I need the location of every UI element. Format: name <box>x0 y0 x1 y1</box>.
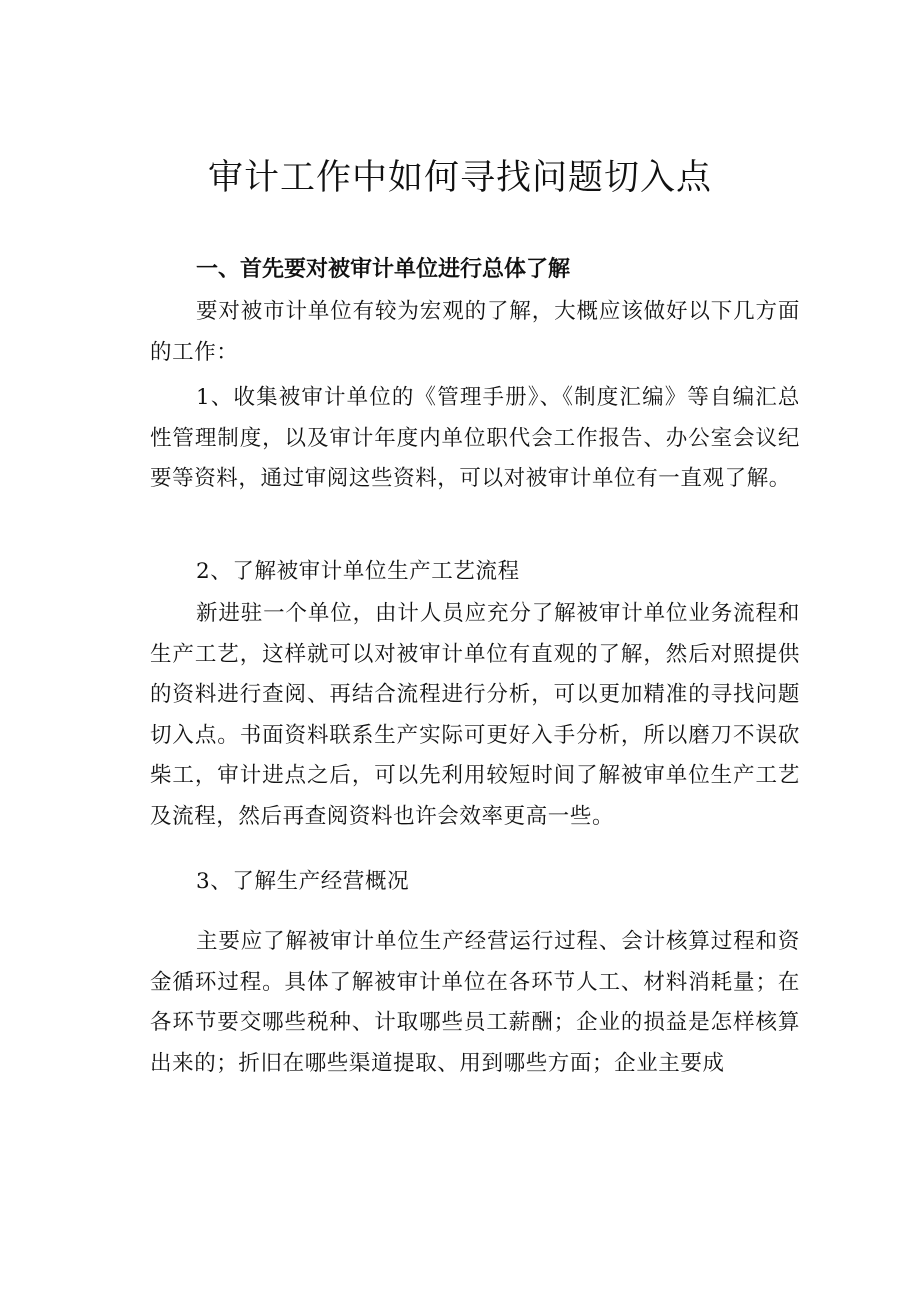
document-title: 审计工作中如何寻找问题切入点 <box>207 158 712 198</box>
intro-paragraph: 要对被市计单位有较为宏观的了解，大概应该做好以下几方面的工作： <box>150 299 800 365</box>
item-3-paragraph: 主要应了解被审计单位生产经营运行过程、会计核算过程和资金循环过程。具体了解被审计单位在各环节人工、材料消耗量；在各环节要交哪些税种、计取哪些员工薪酬；企业的损益是怎样核算出来的；折旧在哪些渠道提取、用到哪些方面；企业主要成 <box>150 929 800 1076</box>
item-2-heading: 2、了解被审计单位生产工艺流程 <box>196 559 520 584</box>
item-2-paragraph: 新进驻一个单位，由计人员应充分了解被审计单位业务流程和生产工艺，这样就可以对被审计单位有直观的了解，然后对照提供的资料进行查阅、再结合流程进行分析，可以更加精准的寻找问题切入点。书面资料联系生产实际可更好入手分析，所以磨刀不误砍柴工，审计进点之后，可以先利用较短时间了解被审单位生产工艺及流程，然后再查阅资料也许会效率更高一些。 <box>150 601 800 829</box>
section-heading-1: 一、首先要对被审计单位进行总体了解 <box>196 257 571 282</box>
item-3-heading: 3、了解生产经营概况 <box>196 869 410 894</box>
item-1-paragraph: 1、收集被审计单位的《管理手册》、《制度汇编》等自编汇总性管理制度，以及审计年度内单位职代会工作报告、办公室会议纪要等资料，通过审阅这些资料，可以对被审计单位有一直观了解。 <box>150 385 800 491</box>
